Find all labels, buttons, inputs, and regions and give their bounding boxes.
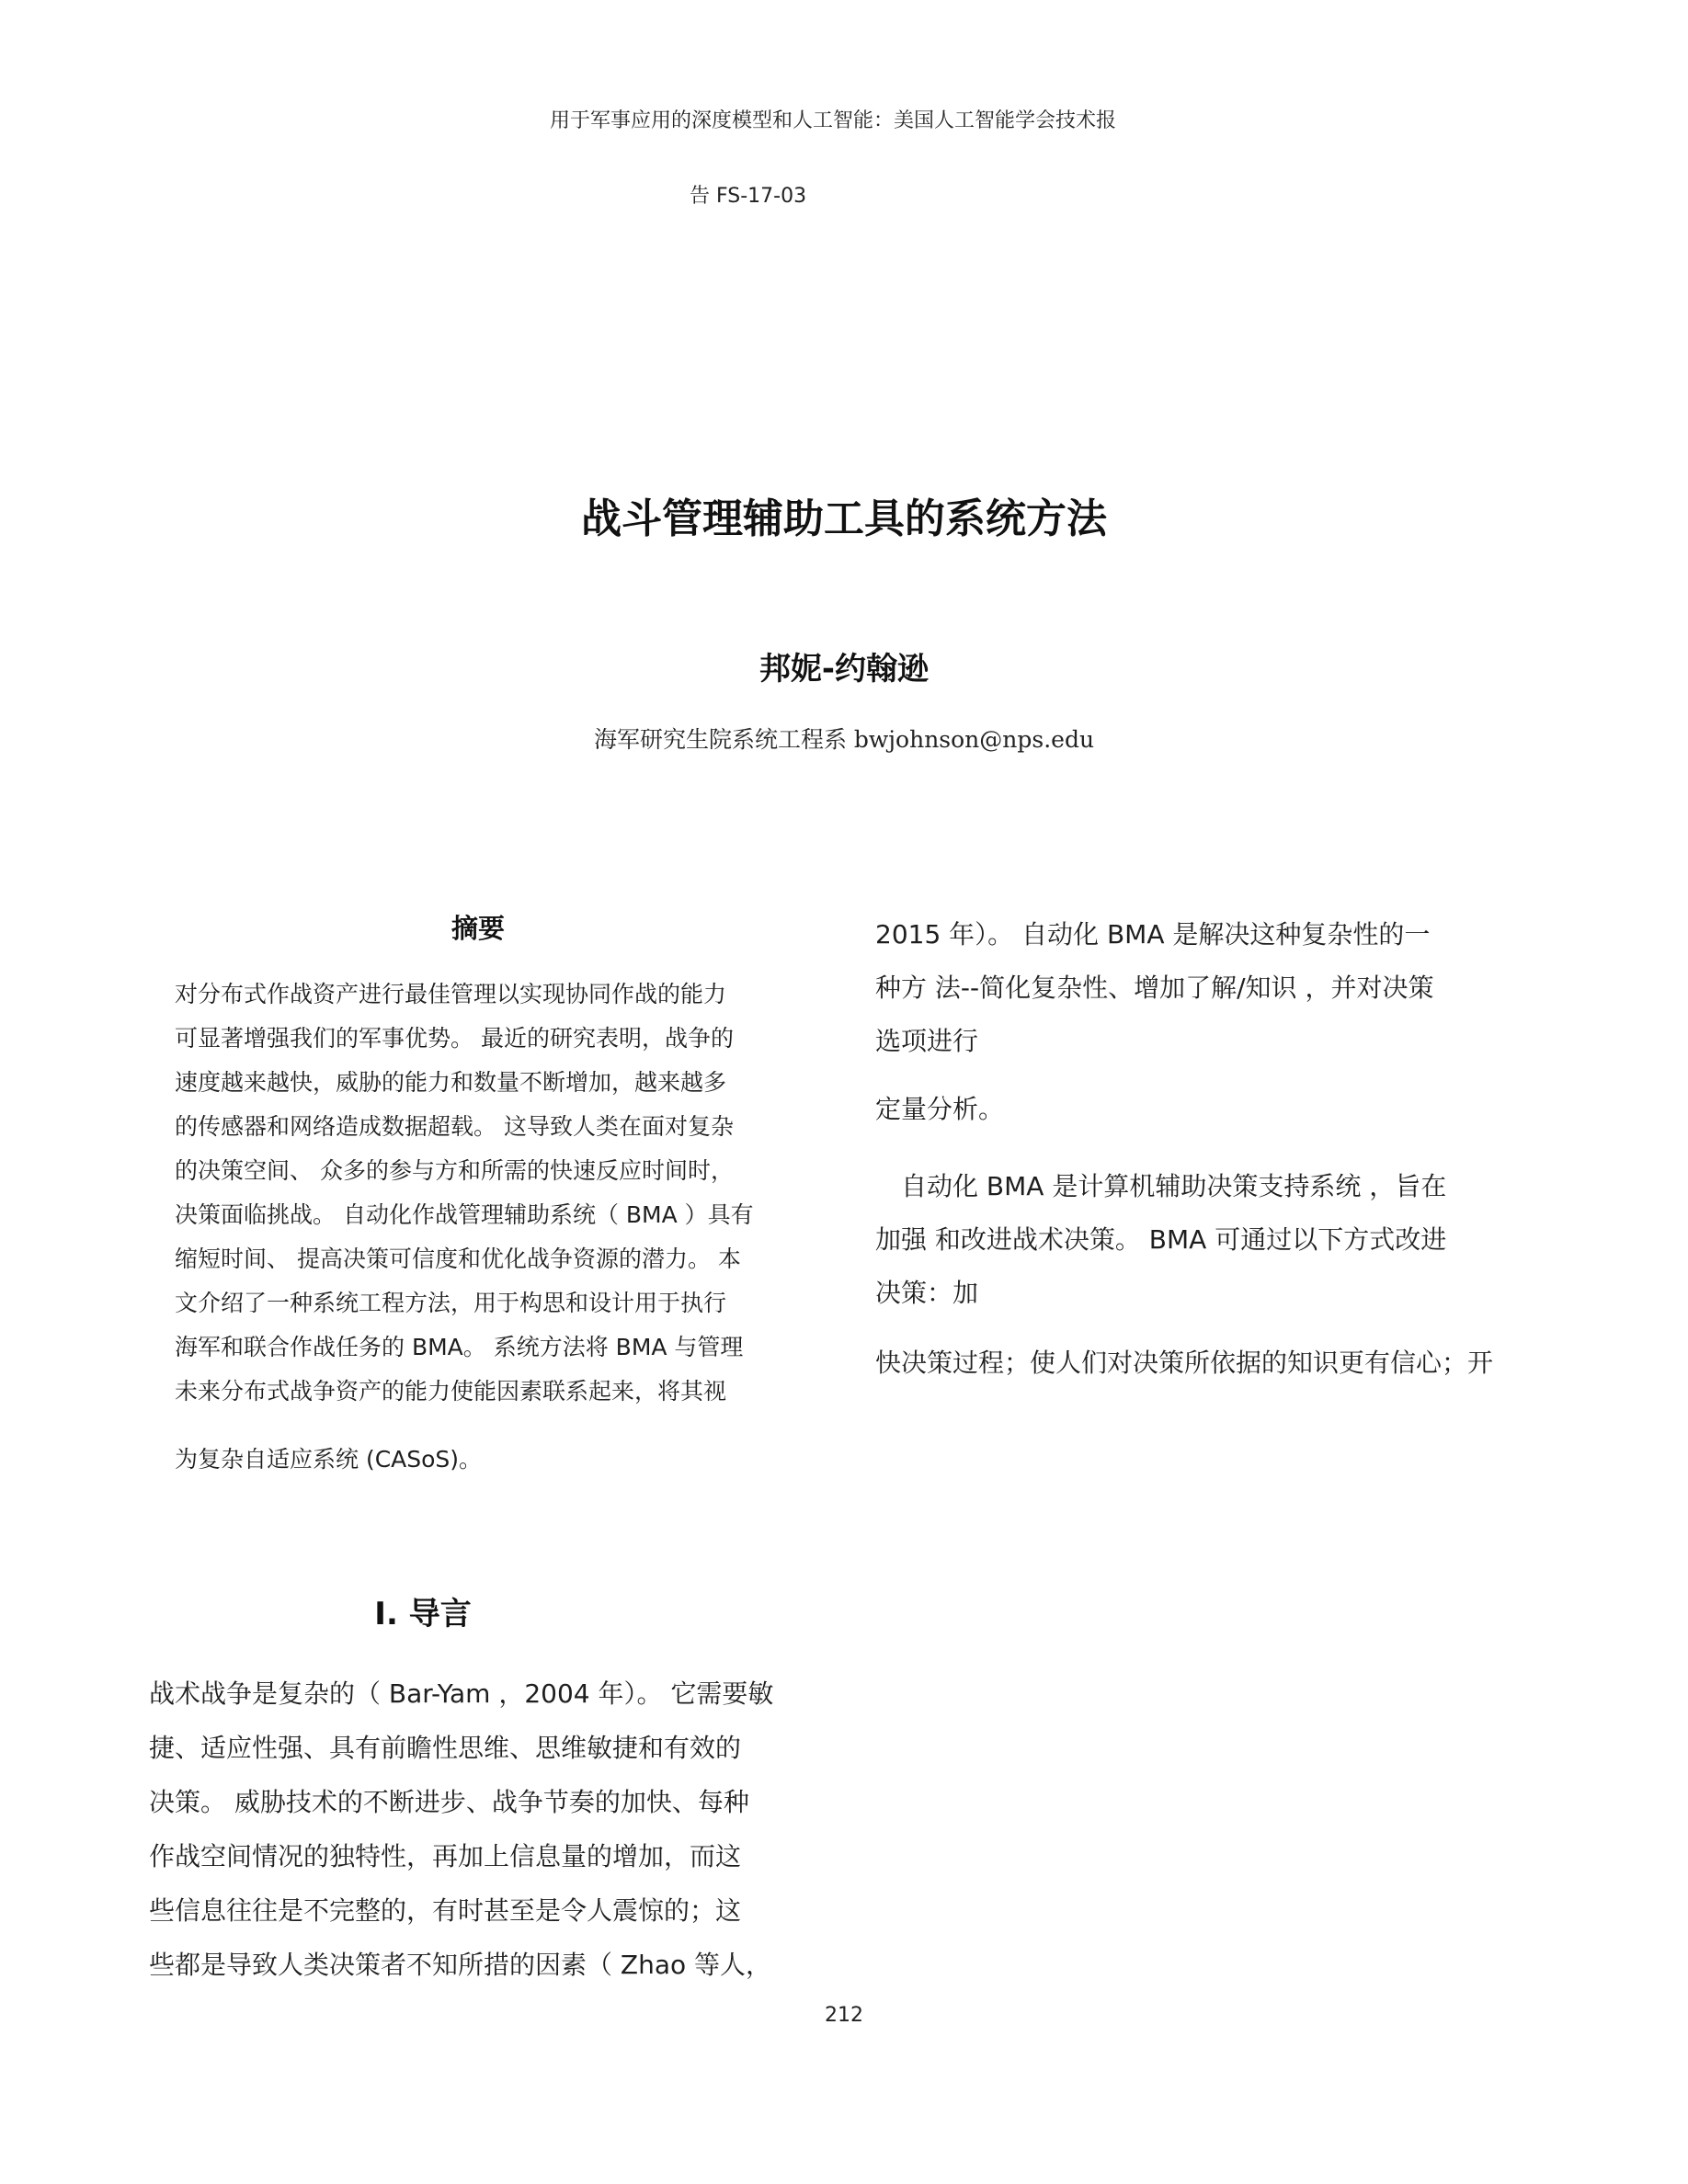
section-heading-introduction: I. 导言 [374, 1596, 472, 1632]
abstract-body [175, 973, 800, 1414]
abstract-line: 对分布式作战资产进行最佳管理以实现协同作战的能力 [175, 981, 727, 1007]
abstract-line: 未来分布式战争资产的能力使能因素联系起来，将其视 [175, 1378, 727, 1405]
body-line: 快决策过程；使人们对决策所依据的知识更有信心；开 [875, 1348, 1494, 1378]
body-line: 种方 法--简化复杂性、增加了解/知识 ，并对决策 [875, 973, 1434, 1003]
body-line: 战术战争是复杂的（ Bar-Yam ，2004 年）。 它需要敏 [149, 1678, 774, 1709]
body-line: 决策：加 [875, 1278, 979, 1308]
abstract-line: 海军和联合作战任务的 BMA。 系统方法将 BMA 与管理 [175, 1334, 744, 1360]
paper-title: 战斗管理辅助工具的系统方法 [581, 495, 1107, 542]
abstract-line: 速度越来越快，威胁的能力和数量不断增加，越来越多 [175, 1069, 727, 1096]
body-line: 些信息往往是不完整的，有时甚至是令人震惊的；这 [149, 1895, 742, 1926]
right-column-paragraph-1 [875, 908, 1537, 1068]
body-line: 2015 年）。 自动化 BMA 是解决这种复杂性的一 [875, 919, 1431, 950]
running-header-line-2: 告 FS-17-03 [690, 185, 807, 208]
author-name: 邦妮-约翰逊 [758, 651, 930, 688]
abstract-last-line: 为复杂自适应系统 (CASoS)。 [175, 1446, 483, 1473]
abstract-line: 的传感器和网络造成数据超载。 这导致人类在面对复杂 [175, 1113, 734, 1140]
body-line: 定量分析。 [875, 1094, 1005, 1124]
author-affiliation: 海军研究生院系统工程系 bwjohnson@nps.edu [593, 726, 1095, 753]
body-line: 作战空间情况的独特性，再加上信息量的增加，而这 [149, 1841, 742, 1871]
running-header-line-1: 用于军事应用的深度模型和人工智能：美国人工智能学会技术报 [550, 109, 1117, 132]
body-line: 决策。 威胁技术的不断进步、战争节奏的加快、每种 [149, 1787, 749, 1817]
right-column-paragraph-2 [875, 1083, 1537, 1136]
body-line: 些都是导致人类决策者不知所措的因素（ Zhao 等人， [149, 1950, 772, 1980]
body-line: 自动化 BMA 是计算机辅助决策支持系统 ，旨在 [875, 1171, 1447, 1201]
introduction-body [149, 1666, 811, 1992]
abstract-line: 的决策空间、 众多的参与方和所需的快速反应时间时， [175, 1157, 734, 1184]
abstract-line: 决策面临挑战。 自动化作战管理辅助系统（ BMA ）具有 [175, 1201, 754, 1228]
body-line: 加强 和改进战术决策。 BMA 可通过以下方式改进 [875, 1224, 1447, 1255]
abstract-line: 缩短时间、 提高决策可信度和优化战争资源的潜力。 本 [175, 1246, 741, 1272]
page-number: 212 [825, 2004, 863, 2027]
right-column-paragraph-3 [875, 1160, 1537, 1320]
right-column-paragraph-4 [875, 1337, 1537, 1390]
body-line: 选项进行 [875, 1026, 979, 1056]
abstract-line: 可显著增强我们的军事优势。 最近的研究表明，战争的 [175, 1025, 734, 1052]
abstract-line: 文介绍了一种系统工程方法，用于构思和设计用于执行 [175, 1290, 727, 1316]
abstract-heading: 摘要 [451, 913, 505, 944]
body-line: 捷、适应性强、具有前瞻性思维、思维敏捷和有效的 [149, 1733, 742, 1763]
